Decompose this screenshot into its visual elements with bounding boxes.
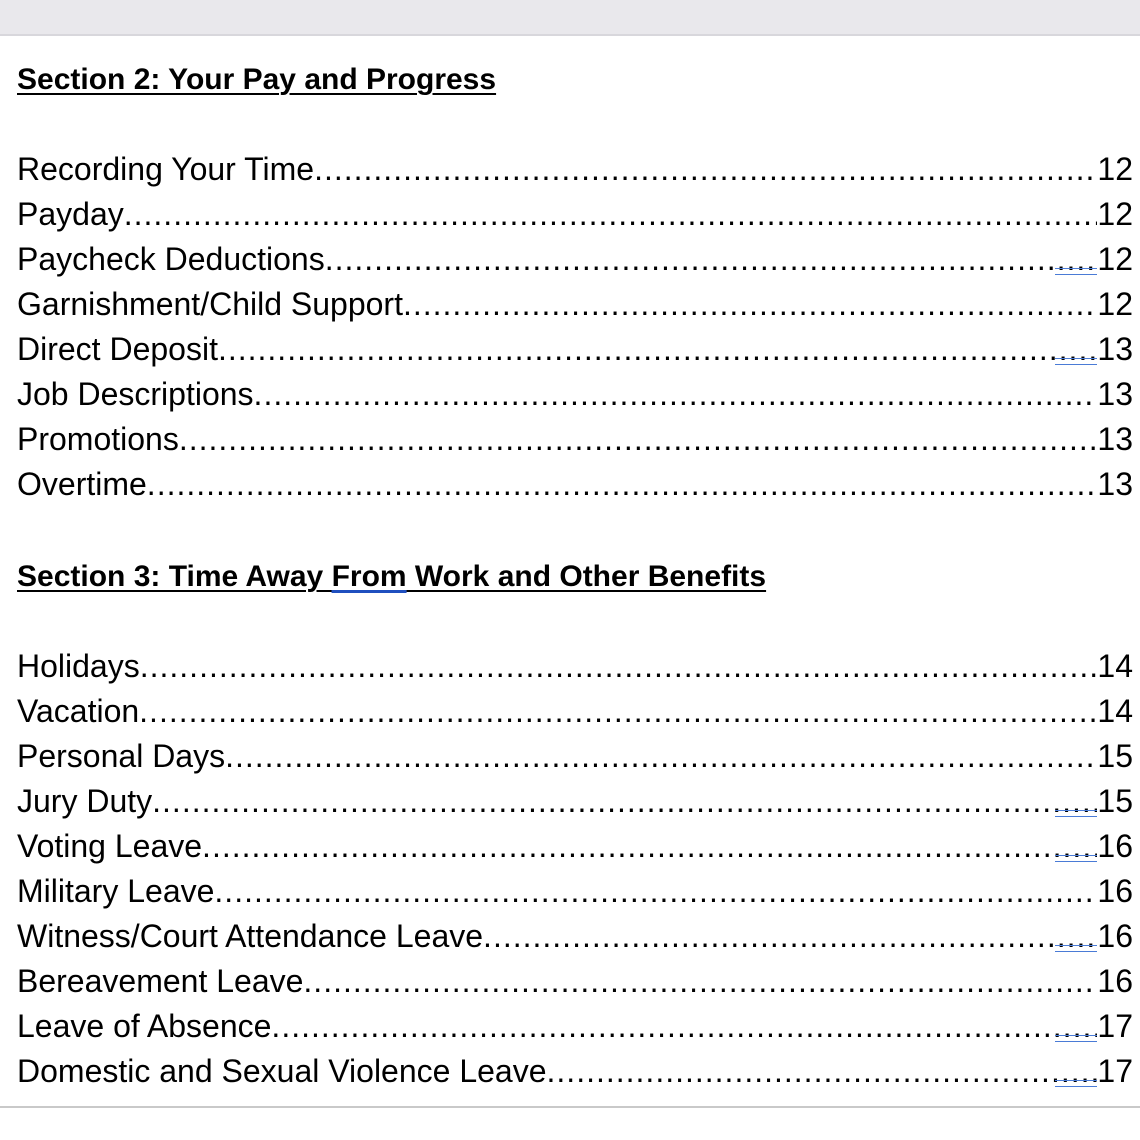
toc-entry[interactable] bbox=[17, 282, 1133, 326]
toc-entry-label: Promotions bbox=[17, 421, 179, 457]
dot-leader bbox=[152, 779, 1097, 823]
dot-leader bbox=[179, 417, 1098, 461]
section-3-heading-part: Work and Other Benefits bbox=[406, 560, 767, 593]
dot-leader bbox=[303, 959, 1097, 1003]
below-page-area bbox=[0, 1108, 1140, 1140]
window-toolbar bbox=[0, 0, 1140, 36]
toc-entry-page: 14 bbox=[1097, 648, 1133, 684]
toc-entry[interactable] bbox=[17, 1049, 1133, 1093]
toc-entry-page: 16 bbox=[1097, 963, 1133, 999]
toc-entry-page: 17 bbox=[1097, 1053, 1133, 1089]
toc-entry[interactable] bbox=[17, 147, 1133, 191]
toc-entry-label: Vacation bbox=[17, 693, 140, 729]
toc-entry-page: 15 bbox=[1097, 738, 1133, 774]
document-page bbox=[0, 36, 1140, 1108]
toc-entry-page: 13 bbox=[1097, 421, 1133, 457]
toc-entry-label: Voting Leave bbox=[17, 828, 203, 864]
toc-entry-page: 14 bbox=[1097, 693, 1133, 729]
section-3-heading-part: From bbox=[331, 560, 407, 593]
dot-leader bbox=[314, 147, 1097, 191]
dot-leader bbox=[325, 237, 1098, 281]
toc-entry-label: Military Leave bbox=[17, 873, 215, 909]
spellcheck-squiggle bbox=[1055, 810, 1097, 817]
dot-leader bbox=[139, 689, 1097, 733]
toc-entry-label: Holidays bbox=[17, 648, 140, 684]
toc-entry-label: Overtime bbox=[17, 466, 147, 502]
toc-entry[interactable] bbox=[17, 779, 1133, 823]
spellcheck-squiggle bbox=[1055, 1035, 1097, 1042]
dot-leader bbox=[483, 914, 1097, 958]
toc-entry-page: 13 bbox=[1097, 466, 1133, 502]
toc-entry[interactable] bbox=[17, 689, 1133, 733]
dot-leader bbox=[124, 192, 1098, 236]
spellcheck-squiggle bbox=[1055, 1080, 1097, 1087]
toc-entry-label: Leave of Absence bbox=[17, 1008, 272, 1044]
toc-entry-label: Domestic and Sexual Violence Leave bbox=[17, 1053, 547, 1089]
dot-leader bbox=[403, 282, 1097, 326]
dot-leader bbox=[202, 824, 1097, 868]
toc-entry-label: Personal Days bbox=[17, 738, 226, 774]
toc-entry-page: 15 bbox=[1097, 783, 1133, 819]
toc-entry-label: Payday bbox=[17, 196, 124, 232]
toc-entry[interactable] bbox=[17, 372, 1133, 416]
spellcheck-squiggle bbox=[1055, 945, 1097, 952]
toc-entry-page: 16 bbox=[1097, 918, 1133, 954]
toc-entry[interactable] bbox=[17, 869, 1133, 913]
toc-entry-label: Jury Duty bbox=[17, 783, 153, 819]
toc-entry[interactable] bbox=[17, 327, 1133, 371]
toc-entry-label: Paycheck Deductions bbox=[17, 241, 325, 277]
toc-entry-label: Job Descriptions bbox=[17, 376, 254, 412]
toc-entry-label: Bereavement Leave bbox=[17, 963, 304, 999]
toc-entry[interactable] bbox=[17, 824, 1133, 868]
toc-entry-label: Garnishment/Child Support bbox=[17, 286, 403, 322]
toc-entry-page: 12 bbox=[1097, 286, 1133, 322]
toc-entry-page: 12 bbox=[1097, 241, 1133, 277]
toc-entry-page: 12 bbox=[1097, 196, 1133, 232]
toc-entry-page: 13 bbox=[1097, 376, 1133, 412]
section-2-heading: Section 2: Your Pay and Progress bbox=[17, 63, 497, 96]
toc-entry-page: 12 bbox=[1097, 151, 1133, 187]
toc-entry[interactable] bbox=[17, 417, 1133, 461]
toc-entry[interactable] bbox=[17, 237, 1133, 281]
section-3-heading bbox=[17, 559, 766, 595]
toc-entry[interactable] bbox=[17, 959, 1133, 1003]
toc-entry-label: Witness/Court Attendance Leave bbox=[17, 918, 484, 954]
toc-entry-page: 16 bbox=[1097, 873, 1133, 909]
toc-entry[interactable] bbox=[17, 914, 1133, 958]
spellcheck-squiggle bbox=[1055, 358, 1097, 365]
spellcheck-squiggle bbox=[1055, 855, 1097, 862]
toc-entry[interactable] bbox=[17, 1004, 1133, 1048]
toc-entry[interactable] bbox=[17, 192, 1133, 236]
toc-entry[interactable] bbox=[17, 734, 1133, 778]
dot-leader bbox=[140, 644, 1098, 688]
dot-leader bbox=[147, 462, 1098, 506]
toc-entry-label: Direct Deposit bbox=[17, 331, 218, 367]
dot-leader bbox=[225, 734, 1097, 778]
toc-entry[interactable] bbox=[17, 644, 1133, 688]
toc-entry-page: 16 bbox=[1097, 828, 1133, 864]
dot-leader bbox=[218, 327, 1097, 371]
toc-entry-label: Recording Your Time bbox=[17, 151, 315, 187]
toc-entry-page: 17 bbox=[1097, 1008, 1133, 1044]
dot-leader bbox=[271, 1004, 1097, 1048]
toc-entry[interactable] bbox=[17, 462, 1133, 506]
section-3-heading-part: Section 3: Time Away bbox=[17, 560, 332, 593]
dot-leader bbox=[254, 372, 1098, 416]
spellcheck-squiggle bbox=[1055, 268, 1097, 275]
toc-entry-page: 13 bbox=[1097, 331, 1133, 367]
dot-leader bbox=[214, 869, 1097, 913]
dot-leader bbox=[547, 1049, 1098, 1093]
